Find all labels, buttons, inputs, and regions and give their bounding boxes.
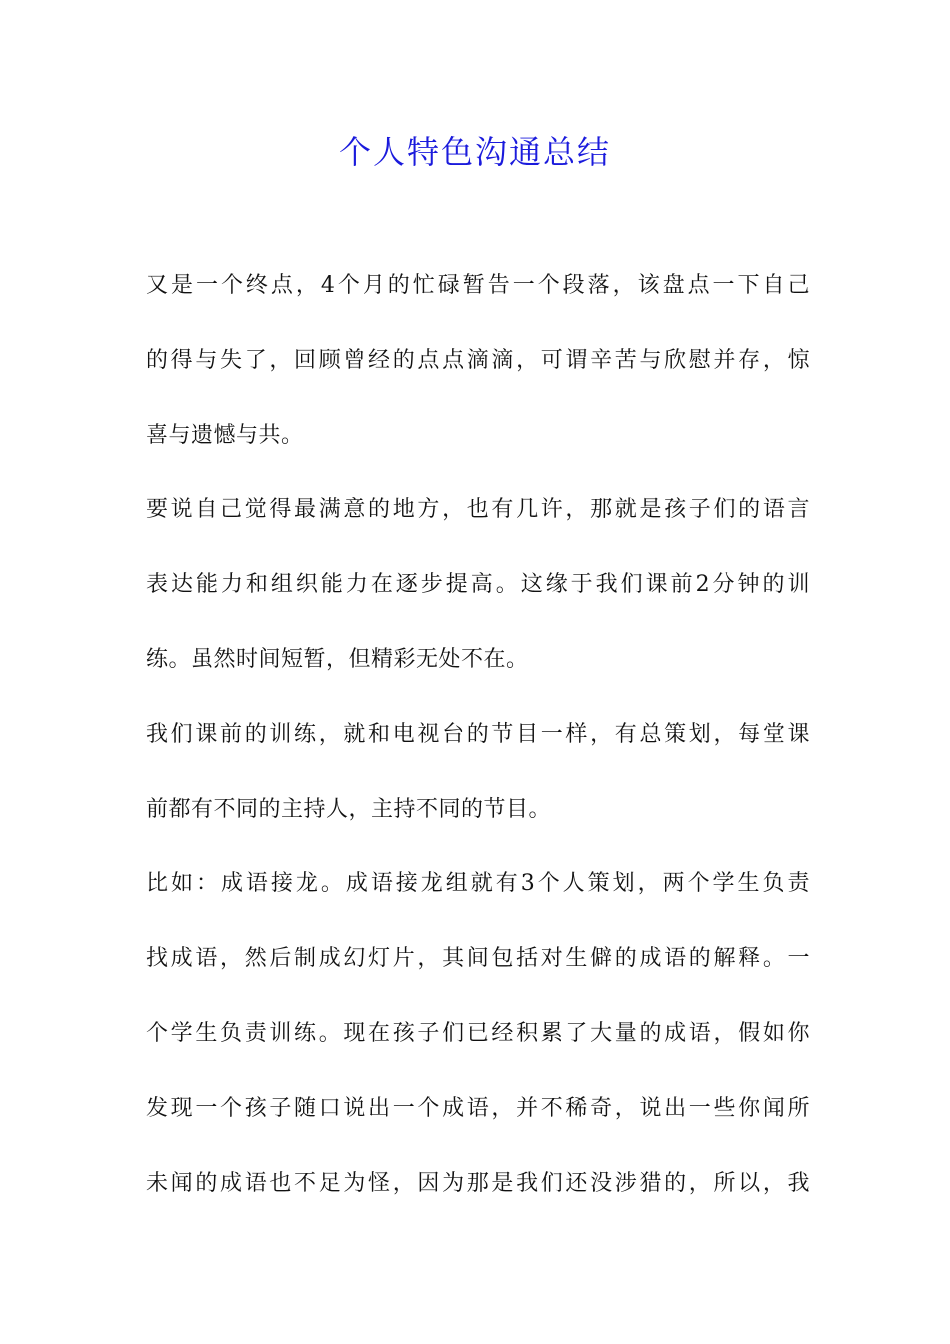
body-line: 比如：成语接龙。成语接龙组就有3个人策划，两个学生负责 xyxy=(146,871,810,897)
body-line: 又是一个终点，4个月的忙碌暂告一个段落，该盘点一下自己 xyxy=(146,273,810,298)
body-line: 个学生负责训练。现在孩子们已经积累了大量的成语，假如你 xyxy=(146,1020,810,1046)
body-line: 的得与失了，回顾曾经的点点滴滴，可谓辛苦与欣慰并存，惊 xyxy=(146,347,810,373)
body-line: 未闻的成语也不足为怪，因为那是我们还没涉猎的，所以，我 xyxy=(146,1170,810,1196)
body-line: 前都有不同的主持人，主持不同的节目。 xyxy=(146,796,552,822)
body-line: 表达能力和组织能力在逐步提高。这缘于我们课前2分钟的训 xyxy=(146,572,810,598)
document-title: 个人特色沟通总结 xyxy=(338,133,611,171)
document-body xyxy=(146,264,810,1236)
body-line: 要说自己觉得最满意的地方，也有几许，那就是孩子们的语言 xyxy=(146,497,810,523)
body-line: 找成语，然后制成幻灯片，其间包括对生僻的成语的解释。一 xyxy=(146,946,810,972)
body-line: 发现一个孩子随口说出一个成语，并不稀奇，说出一些你闻所 xyxy=(146,1095,810,1121)
body-line: 练。虽然时间短暂，但精彩无处不在。 xyxy=(146,646,529,672)
body-line: 喜与遗憾与共。 xyxy=(146,422,304,448)
body-line: 我们课前的训练，就和电视台的节目一样，有总策划，每堂课 xyxy=(146,721,810,747)
